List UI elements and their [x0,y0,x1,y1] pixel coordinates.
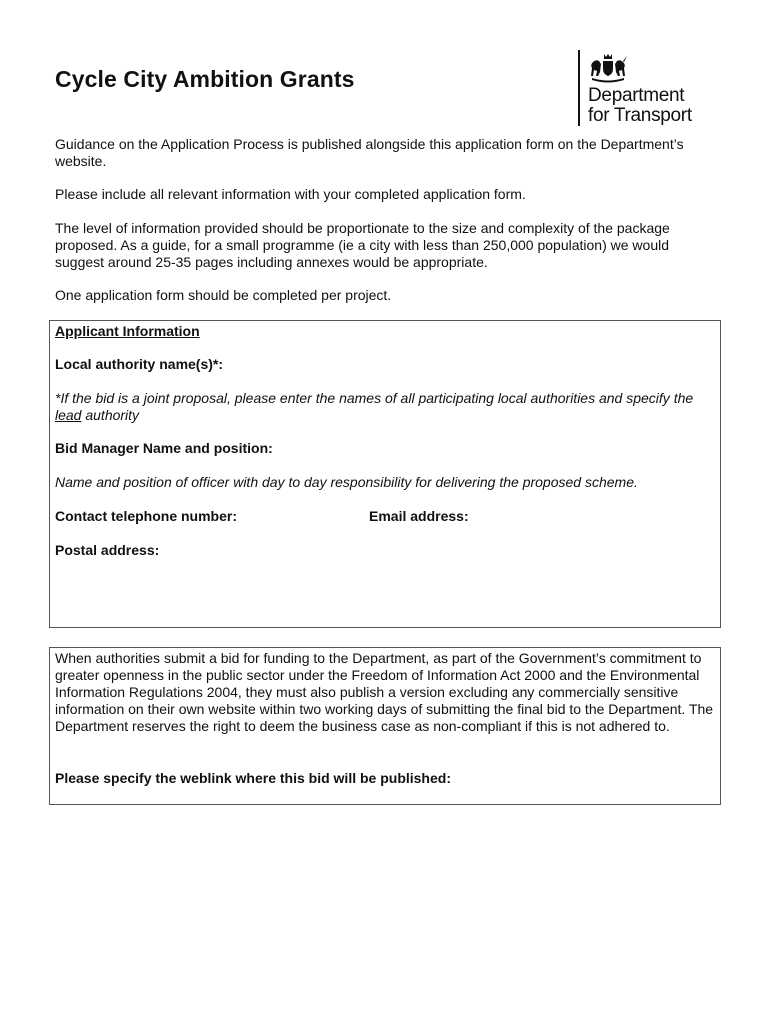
weblink-label: Please specify the weblink where this bid will be published: [55,770,451,786]
foi-statement: When authorities submit a bid for funding to the Department, as part of the Government’s commitment to greater openness in the public sector under the Freedom of Information Act 2000 and the Environmental Information Regulations 2004, they must also publish a version excluding any commercially sensitive information on their own website within two working days of submitting the final bid to the Department. The Department reserves the right to deem the business case as non-compliant if this is not adhered to. [55,650,714,734]
bid-manager-label: Bid Manager Name and position: [55,440,273,456]
postal-address-label: Postal address: [55,542,160,558]
applicant-heading: Applicant Information [55,323,200,339]
joint-note-text: *If the bid is a joint proposal, please enter the names of all participating local authorities and specify the [55,390,694,406]
joint-note-suffix: authority [81,407,140,423]
page-title: Cycle City Ambition Grants [55,66,355,92]
logo-line-1: Department [588,85,685,106]
local-authority-label: Local authority name(s)*: [55,356,224,372]
telephone-label: Contact telephone number: [55,508,238,524]
logo-divider [578,50,580,126]
intro-paragraph-include: Please include all relevant information with your completed application form. [55,186,526,202]
joint-note-lead: lead [55,407,82,423]
bid-manager-note: Name and position of officer with day to day responsibility for delivering the proposed scheme. [55,474,638,490]
logo-line-2: for Transport [588,105,692,126]
intro-paragraph-one-form: One application form should be completed per project. [55,287,392,303]
intro-paragraph-level: The level of information provided should be proportionate to the size and complexity of the package proposed. As a guide, for a small programme (ie a city with less than 250,000 population) we would suggest around 25-35 pages including annexes would be appropriate. [55,220,670,270]
intro-paragraph-guidance: Guidance on the Application Process is published alongside this application form on the Department’s website. [55,136,684,169]
department-logo [578,50,718,130]
email-label: Email address: [369,508,469,524]
royal-coat-of-arms-icon [587,52,629,84]
joint-proposal-note [55,390,715,424]
